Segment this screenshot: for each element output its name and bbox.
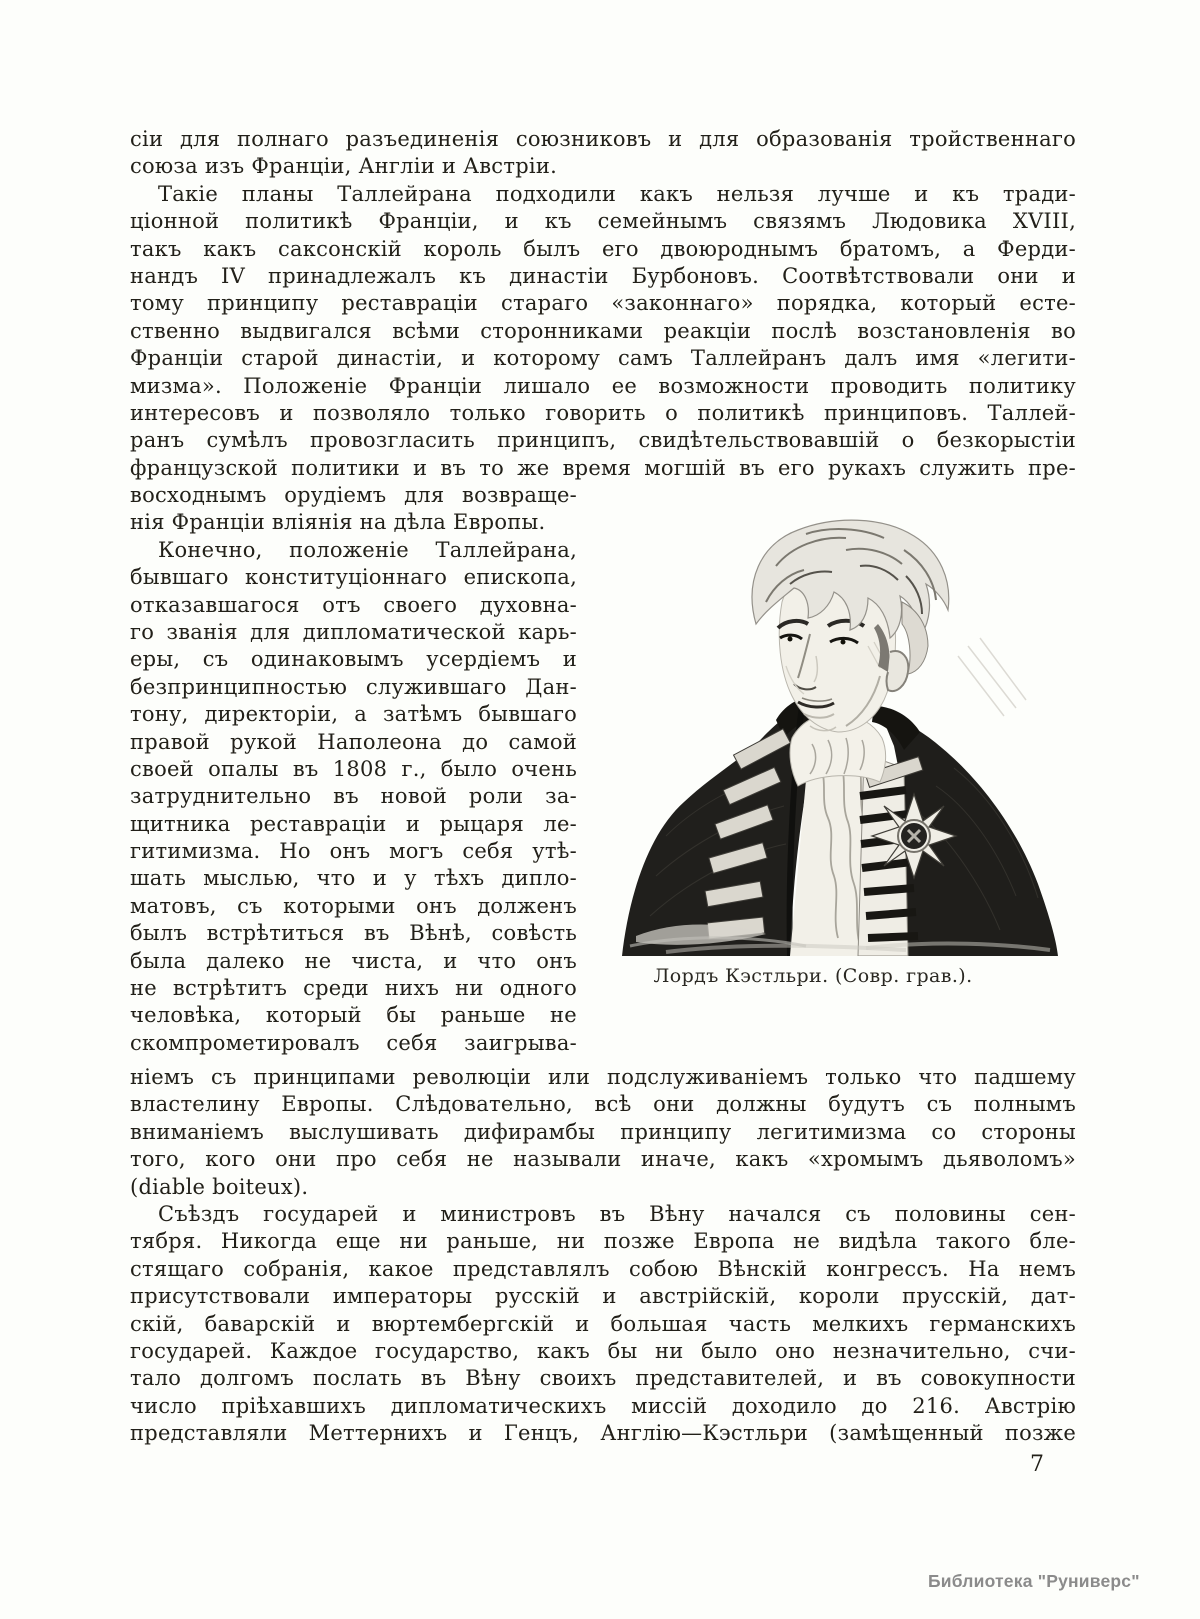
text-line: скій, баварскій и вюртембергскій и большая часть мелкихъ германскихъ xyxy=(130,1311,1076,1336)
text-line: ціонной политикѣ Франціи, и къ семейнымъ связямъ Людовика XVIII, xyxy=(130,209,1076,234)
text-line: (diable boiteux). xyxy=(130,1174,309,1199)
text-line: своей опалы въ 1808 г., было очень xyxy=(130,756,577,781)
text-line: не встрѣтитъ среди нихъ ни одного xyxy=(130,976,577,1001)
text-line: тону, директоріи, а затѣмъ бывшаго xyxy=(130,702,577,727)
ear xyxy=(887,651,909,691)
text-line: восходнымъ орудіемъ для возвраще- xyxy=(130,483,577,507)
text-line: Такіе планы Таллейрана подходили какъ нельзя лучше и къ тради- xyxy=(158,181,1076,206)
text-line: ственно выдвигался всѣми сторонниками реакціи послѣ возстановленія во xyxy=(130,318,1076,343)
portrait-engraving-castlereagh xyxy=(606,506,1080,956)
text-line: была далеко не чиста, и что онъ xyxy=(130,948,577,973)
text-line: представляли Меттернихъ и Генцъ, Англію—Кэстльри (замѣщенный позже xyxy=(130,1421,1076,1446)
text-line: отказавшагося отъ своего духовна- xyxy=(130,592,577,617)
order-star xyxy=(872,794,956,878)
text-line: тября. Никогда еще ни раньше, ни позже Европа не видѣла такого бле- xyxy=(130,1229,1076,1254)
text-line: безпринципностью служившаго Дан- xyxy=(130,674,577,699)
text-line: интересовъ и позволяло только говорить о политикѣ принциповъ. Таллей- xyxy=(130,400,1076,425)
text-line: союза изъ Франціи, Англіи и Австріи. xyxy=(130,154,558,179)
text-line: затруднительно въ новой роли за- xyxy=(130,784,577,809)
text-line: ранъ сумѣлъ провозгласить принципъ, свидѣтельствовавшій о безкорыстіи xyxy=(130,428,1076,453)
text-line: французской политики и въ то же время могшій въ его рукахъ служить пре- xyxy=(130,455,1076,480)
text-line: бывшаго конституціоннаго епископа, xyxy=(130,565,577,590)
text-line: властелину Европы. Слѣдовательно, всѣ они должны будутъ съ полнымъ xyxy=(130,1092,1076,1117)
text-line: шать мыслью, что и у тѣхъ дипло- xyxy=(130,866,577,891)
text-line: число пріѣхавшихъ дипломатическихъ миссій доходило до 216. Австрію xyxy=(130,1393,1076,1418)
text-line: щитника реставраціи и рыцаря ле- xyxy=(130,811,577,836)
text-line: сіи для полнаго разъединенія союзниковъ и для образованія тройственнаго xyxy=(130,127,1076,151)
text-line: Съѣздъ государей и министровъ въ Вѣну начался съ половины сен- xyxy=(158,1201,1076,1226)
text-line: былъ встрѣтиться въ Вѣнѣ, совѣсть xyxy=(130,921,577,946)
body-text-wrap-column xyxy=(130,482,577,1057)
text-line: вниманіемъ выслушивать дифирамбы принципу легитимизма со стороны xyxy=(130,1119,1076,1144)
text-line: нандъ IV принадлежалъ къ династіи Бурбоновъ. Соотвѣтствовали они и xyxy=(130,263,1076,288)
body-text-bottom xyxy=(130,1064,1076,1447)
text-line: Франціи старой династіи, и которому самъ Таллейранъ далъ имя «легити- xyxy=(130,346,1076,371)
text-line: скомпрометировалъ себя заигрыва- xyxy=(130,1030,577,1055)
text-line: мизма». Положеніе Франціи лишало ее возможности проводить политику xyxy=(130,373,1076,398)
portrait-caption: Лордъ Кэстльри. (Совр. грав.). xyxy=(653,965,973,987)
library-watermark: Библиотека "Руниверс" xyxy=(928,1571,1140,1591)
text-line: тало долгомъ послать въ Вѣну своихъ представителей, и въ совокупности xyxy=(130,1366,1076,1391)
text-line: гитимизма. Но онъ могъ себя утѣ- xyxy=(130,839,577,864)
portrait-figure xyxy=(606,506,1080,987)
body-text-top xyxy=(130,126,1076,482)
text-line: матовъ, съ которыми онъ долженъ xyxy=(130,893,577,918)
text-line: человѣка, который бы раньше не xyxy=(130,1003,577,1028)
text-line: государей. Каждое государство, какъ бы ни было оно незначительно, счи- xyxy=(130,1338,1076,1363)
text-line: правой рукой Наполеона до самой xyxy=(130,729,577,754)
text-line: нія Франціи вліянія на дѣла Европы. xyxy=(130,510,546,535)
text-line: тому принципу реставраціи стараго «законнаго» порядка, который есте- xyxy=(130,291,1076,316)
text-line: присутствовали императоры русскій и австрійскій, короли прусскій, дат- xyxy=(130,1284,1076,1309)
text-line: Конечно, положеніе Таллейрана, xyxy=(158,537,577,562)
text-line: такъ какъ саксонскій король былъ его двоюроднымъ братомъ, а Ферди- xyxy=(130,236,1076,261)
text-line: ніемъ съ принципами революціи или подслуживаніемъ только что падшему xyxy=(130,1065,1076,1089)
text-line: того, кого они про себя не называли иначе, какъ «хромымъ дьяволомъ» xyxy=(130,1147,1076,1172)
page-number: 7 xyxy=(1030,1452,1044,1477)
text-line: еры, съ одинаковымъ усердіемъ и xyxy=(130,647,577,672)
text-line: го званія для дипломатической карь- xyxy=(130,619,577,644)
text-line: стящаго собранія, какое представлялъ собою Вѣнскій конгрессъ. На немъ xyxy=(130,1256,1076,1281)
